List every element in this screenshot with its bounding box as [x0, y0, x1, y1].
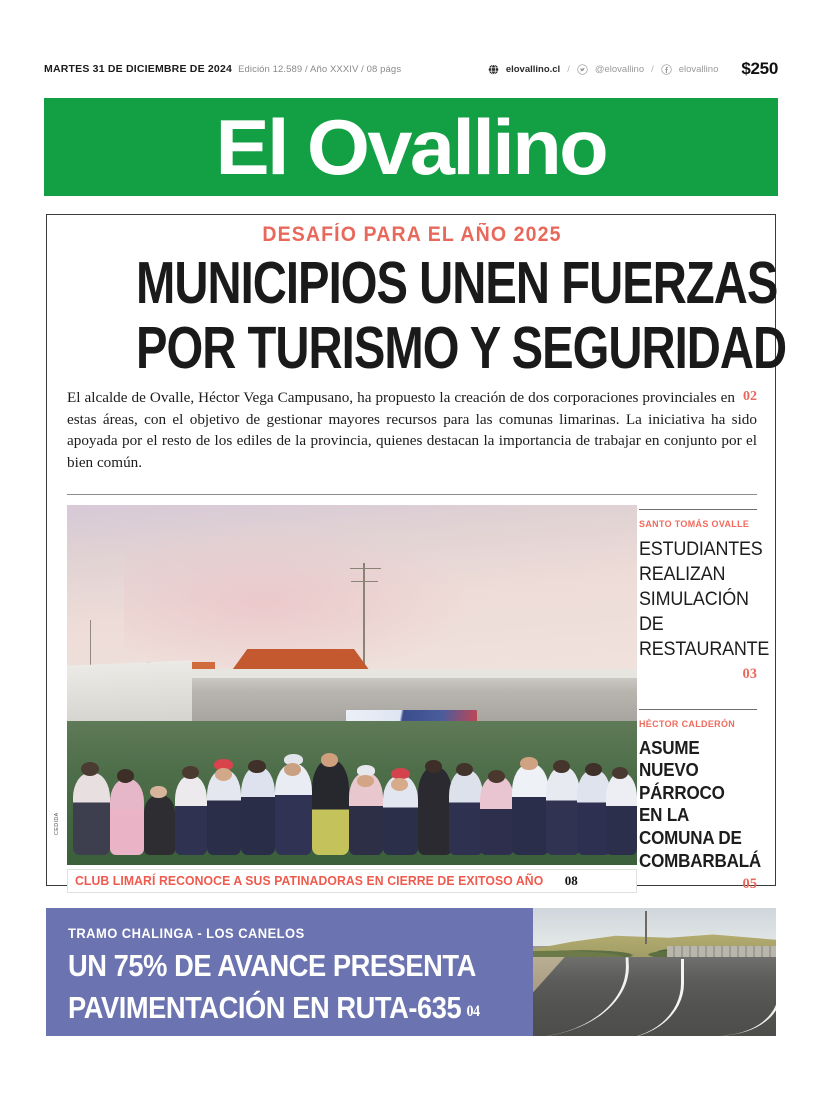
bottom-promo-banner[interactable] [46, 908, 776, 1036]
bottom-kicker: TRAMO CHALINGA - LOS CANELOS [68, 926, 305, 941]
photo-person [312, 760, 349, 855]
globe-icon [488, 64, 499, 75]
photo-person-head [456, 763, 473, 776]
photo-pole-arm-lower [351, 581, 377, 582]
bottom-headline-line-2: PAVIMENTACIÓN EN RUTA-635 [68, 989, 462, 1025]
photo-person [207, 770, 241, 856]
sidebar-divider-1 [639, 509, 757, 510]
edition-info: Edición 12.589 / Año XXXIV / 08 págs [238, 64, 402, 75]
social-links-group [488, 59, 778, 79]
separator-1: / [567, 63, 570, 75]
road-photo-right-line [672, 959, 776, 1036]
photo-person-head [248, 760, 266, 773]
sidebar-kicker-2: HÉCTOR CALDERÓN [639, 717, 736, 729]
twitter-handle[interactable]: @elovallino [594, 63, 645, 75]
photo-person [480, 776, 514, 855]
photo-person-head [215, 768, 232, 781]
dateline-group [44, 63, 401, 75]
separator-2: / [651, 63, 654, 75]
photo-person [449, 770, 483, 856]
photo-person [110, 779, 144, 855]
photo-person [241, 767, 275, 856]
photo-credit: CEDIDA [54, 812, 60, 835]
newspaper-logo: El Ovallino [215, 103, 607, 191]
bottom-headline-line-1: UN 75% DE AVANCE PRESENTA [68, 948, 476, 983]
photo-person [546, 767, 580, 856]
sidebar-divider-2 [639, 709, 757, 710]
bottom-headline-line-2-group [68, 989, 480, 1025]
sidebar-stories [639, 503, 770, 893]
bottom-page-ref[interactable]: 04 [466, 1002, 480, 1020]
sidebar-headline-2: ASUME NUEVO PÁRROCO EN LA COMUNA DE COMBARBALÁ [639, 736, 762, 871]
sidebar-headline-1: ESTUDIANTES REALIZAN SIMULACIÓN DE RESTAURANTE [639, 538, 770, 660]
facebook-handle[interactable]: elovallino [678, 63, 719, 75]
sidebar-item-1[interactable] [639, 503, 770, 683]
photo-caption-bar [67, 869, 637, 893]
lead-body-copy: El alcalde de Ovalle, Héctor Vega Campusano, ha propuesto la creación de dos corporaciones provinciales en estas áreas, con el objetivo de gestionar mayores recursos para las comunas limarinas. La iniciativa ha sido apoyada por el resto de los ediles de la provincia, quienes destacan la importancia de trabajar en conjunto por el bien común. [67, 389, 757, 472]
lead-page-ref[interactable]: 02 [743, 389, 757, 404]
main-photo-column [54, 505, 637, 893]
photo-caption-page-ref[interactable]: 08 [564, 873, 578, 888]
sidebar-item-2[interactable] [639, 703, 762, 893]
sidebar-page-ref-2[interactable]: 05 [742, 876, 757, 893]
photo-pole-arm-upper [350, 568, 381, 569]
lead-story-header [67, 223, 787, 381]
photo-person [275, 764, 312, 856]
lead-kicker: DESAFÍO PARA EL AÑO 2025 [262, 223, 562, 246]
photo-person-head [391, 778, 408, 791]
twitter-icon [577, 64, 588, 75]
lead-headline-line-2: POR TURISMO Y SEGURIDAD [136, 314, 787, 381]
main-content-box [46, 214, 787, 893]
sidebar-page-ref-1[interactable]: 03 [742, 665, 757, 682]
facebook-icon [661, 64, 672, 75]
lead-divider [67, 494, 757, 495]
photo-person [175, 776, 206, 855]
sidebar-kicker-1: SANTO TOMÁS OVALLE [639, 518, 750, 529]
bottom-promo-text-block [46, 908, 533, 1036]
bottom-promo-photo[interactable] [533, 908, 776, 1036]
photo-person [606, 773, 637, 855]
photo-person-head [321, 753, 339, 766]
publication-date: MARTES 31 DE DICIEMBRE DE 2024 [44, 63, 233, 75]
photo-person-head [585, 763, 602, 776]
website-link[interactable]: elovallino.cl [505, 63, 561, 75]
photo-person-head [425, 760, 442, 773]
photo-person-head [488, 770, 505, 783]
cover-price: $250 [741, 59, 778, 78]
photo-person-head [520, 757, 538, 770]
photo-person-head [553, 760, 570, 773]
lead-body-text [67, 387, 757, 474]
photo-person-head [117, 769, 134, 782]
photo-person [418, 767, 452, 856]
road-photo-pole [645, 911, 647, 944]
photo-person [144, 795, 175, 855]
main-photo[interactable] [67, 505, 637, 865]
masthead-banner [44, 98, 778, 196]
photo-crowd [67, 707, 637, 865]
photo-person-head [150, 786, 167, 799]
photo-person [512, 764, 549, 856]
photo-person [73, 773, 110, 855]
lead-headline-line-1: MUNICIPIOS UNEN FUERZAS [136, 250, 778, 316]
sidebar-spacer [639, 683, 757, 703]
top-info-bar [44, 58, 778, 80]
photo-caption-text: CLUB LIMARÍ RECONOCE A SUS PATINADORAS EN CIERRE DE EXITOSO AÑO [75, 874, 544, 888]
photo-utility-pole [363, 563, 364, 671]
